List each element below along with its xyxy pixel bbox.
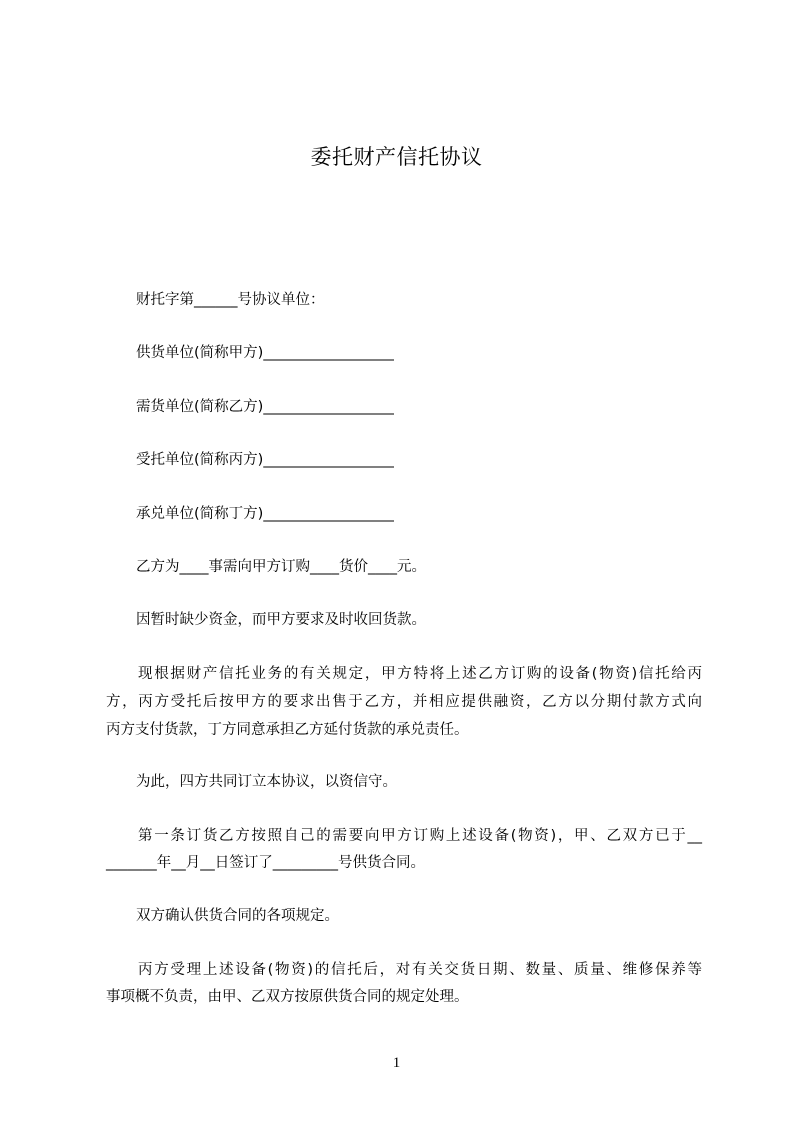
paragraph-funds: 因暂时缺少资金，而甲方要求及时收回货款。 (136, 612, 426, 628)
paragraph-line: _______年__月__日签订了_________号供货合同。 (106, 855, 425, 871)
paragraph-acceptor: 承兑单位(简称丁方)__________________ (136, 506, 394, 522)
paragraph-supplier: 供货单位(简称甲方)__________________ (136, 345, 394, 361)
paragraph-buyer: 需货单位(简称乙方)__________________ (136, 399, 394, 415)
paragraph-agreement: 为此，四方共同订立本协议，以资信守。 (136, 774, 397, 790)
paragraph-line: 事项概不负责，由甲、乙双方按原供货合同的规定处理。 (106, 989, 469, 1005)
paragraph-purchase: 乙方为____事需向甲方订购____货价____元。 (136, 559, 426, 575)
document-title: 委托财产信托协议 (310, 145, 483, 169)
page-number: 1 (392, 1055, 401, 1071)
paragraph-line: 第一条订货乙方按照自己的需要向甲方订购上述设备(物资)，甲、乙双方已于__ (138, 828, 702, 844)
paragraph-confirmation: 双方确认供货合同的各项规定。 (136, 908, 339, 924)
paragraph-contract-number: 财托字第______号协议单位： (136, 292, 325, 308)
paragraph-line: 现根据财产信托业务的有关规定，甲方特将上述乙方订购的设备(物资)信托给丙 (138, 666, 702, 682)
paragraph-line: 丙方支付货款，丁方同意承担乙方延付货款的承兑责任。 (106, 722, 469, 738)
paragraph-trustee: 受托单位(简称丙方)__________________ (136, 452, 394, 468)
paragraph-line: 丙方受理上述设备(物资)的信托后，对有关交货日期、数量、质量、维修保养等 (138, 962, 702, 978)
paragraph-line: 方，丙方受托后按甲方的要求出售于乙方，并相应提供融资，乙方以分期付款方式向 (106, 694, 702, 710)
